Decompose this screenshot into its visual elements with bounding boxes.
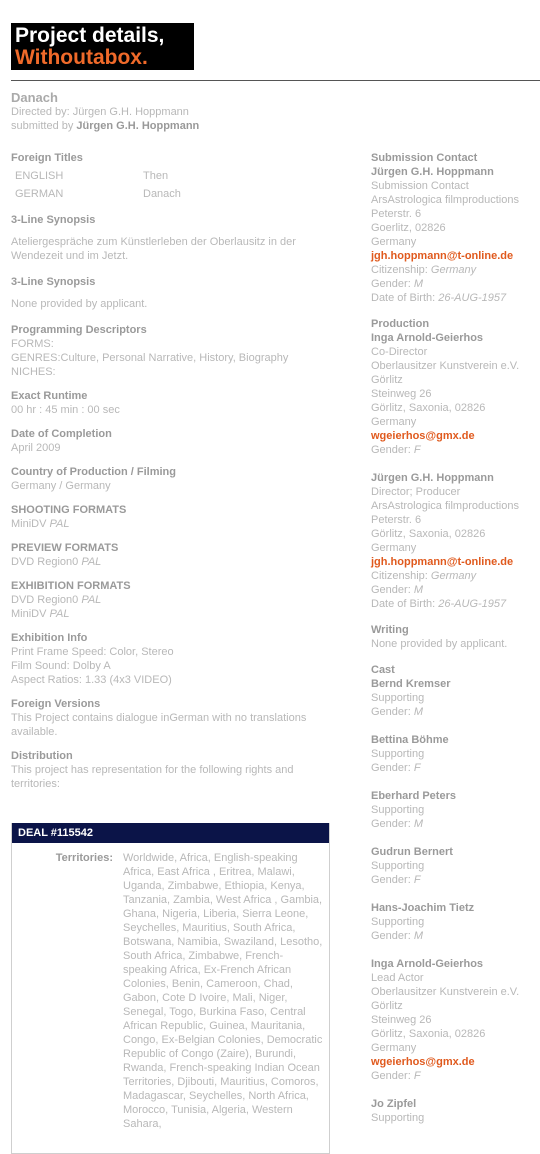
exhibition-info-line: Print Frame Speed: Color, Stereo: [11, 646, 174, 658]
gender-label: Gender:: [371, 930, 414, 942]
programming-niches: NICHES:: [11, 366, 56, 378]
contact-gender: [371, 277, 536, 291]
foreign-titles-section: [11, 151, 329, 205]
cast-name: Bernd Kremser: [371, 678, 451, 690]
contact-citizenship: [371, 263, 536, 277]
synopsis-section-2: [11, 275, 329, 311]
cast-city: Görlitz: [371, 1000, 403, 1012]
cast-name: Eberhard Peters: [371, 790, 456, 802]
details-column-right: [371, 151, 536, 1133]
gender-value: M: [413, 818, 423, 830]
foreign-titles-heading: Foreign Titles: [11, 152, 83, 164]
format-name: DVD Region0: [11, 594, 79, 606]
gender-label: Gender:: [371, 874, 414, 886]
preview-formats-heading: PREVIEW FORMATS: [11, 542, 119, 554]
shooting-formats-heading: SHOOTING FORMATS: [11, 504, 127, 516]
submission-contact-section: [371, 151, 536, 305]
format-name: MiniDV: [11, 518, 47, 530]
synopsis-heading: 3-Line Synopsis: [11, 214, 96, 226]
person-dob: [371, 597, 536, 611]
contact-city: Goerlitz, 02826: [371, 222, 446, 234]
runtime-section: [11, 389, 329, 417]
cast-email-link[interactable]: wgeierhos@gmx.de: [371, 1056, 475, 1068]
logo-line-1: Project details,: [15, 24, 165, 47]
cast-gender: [371, 873, 536, 887]
format-standard: PAL: [49, 608, 70, 620]
details-column-left: [11, 151, 329, 799]
gender-value: F: [413, 1070, 421, 1082]
exhibition-format: [11, 607, 329, 621]
runtime-value: 00 hr : 45 min : 00 sec: [11, 404, 120, 416]
dob-value: 26-AUG-1957: [438, 292, 507, 304]
gender-label: Gender:: [371, 278, 414, 290]
country-heading: Country of Production / Filming: [11, 466, 176, 478]
cast-role: Supporting: [371, 748, 425, 760]
cast-city: Görlitz, Saxonia, 02826: [371, 1028, 486, 1040]
programming-forms: FORMS:: [11, 338, 54, 350]
deal-territories-row: [12, 843, 329, 1131]
gender-value: M: [413, 278, 423, 290]
gender-label: Gender:: [371, 762, 414, 774]
completion-value: April 2009: [11, 442, 61, 454]
synopsis-text: Ateliergespräche zum Künstlerleben der Oberlausitz in der Wendezeit und im Jetzt.: [11, 236, 296, 262]
submitted-by: [11, 119, 351, 133]
gender-value: M: [413, 584, 423, 596]
person-city: Görlitz: [371, 374, 403, 386]
gender-label: Gender:: [371, 1070, 414, 1082]
contact-name: Jürgen G.H. Hoppmann: [371, 166, 494, 178]
writing-text: None provided by applicant.: [371, 638, 508, 650]
person-city: Görlitz, Saxonia, 02826: [371, 528, 486, 540]
person-street: Peterstr. 6: [371, 514, 422, 526]
person-name: Jürgen G.H. Hoppmann: [371, 472, 494, 484]
completion-section: [11, 427, 329, 455]
gender-value: F: [413, 444, 421, 456]
contact-country: Germany: [371, 236, 417, 248]
person-gender: [371, 443, 536, 457]
foreign-versions-text: This Project contains dialogue inGerman with no translations available.: [11, 712, 307, 738]
format-standard: PAL: [49, 518, 70, 530]
synopsis-heading: 3-Line Synopsis: [11, 276, 96, 288]
table-row: [11, 187, 185, 205]
cast-gender: [371, 817, 536, 831]
person-city: Görlitz, Saxonia, 02826: [371, 402, 486, 414]
gender-label: Gender:: [371, 584, 414, 596]
territories-label: Territories:: [55, 852, 113, 864]
foreign-title-name: Then: [143, 170, 169, 182]
format-standard: PAL: [81, 556, 102, 568]
gender-value: F: [413, 874, 421, 886]
foreign-title-lang: GERMAN: [15, 188, 64, 200]
person-email-link[interactable]: wgeierhos@gmx.de: [371, 430, 475, 442]
project-header: [11, 90, 351, 133]
gender-label: Gender:: [371, 706, 414, 718]
cast-name: Gudrun Bernert: [371, 846, 453, 858]
deal-box: [11, 823, 330, 1154]
gender-value: M: [413, 706, 423, 718]
contact-dob: [371, 291, 536, 305]
cast-gender: [371, 761, 536, 775]
cast-name: Jo Zipfel: [371, 1098, 417, 1110]
withoutabox-logo: [11, 23, 194, 70]
gender-label: Gender:: [371, 818, 414, 830]
contact-street: Peterstr. 6: [371, 208, 422, 220]
directed-by: Directed by: Jürgen G.H. Hoppmann: [11, 106, 189, 118]
foreign-versions-heading: Foreign Versions: [11, 698, 101, 710]
contact-email-link[interactable]: jgh.hoppmann@t-online.de: [371, 250, 514, 262]
submitted-prefix: submitted by: [11, 120, 77, 132]
exhibition-info-line: Film Sound: Dolby A: [11, 660, 111, 672]
cast-gender: [371, 1069, 536, 1083]
person-name: Inga Arnold-Geierhos: [371, 332, 484, 344]
header-divider: [11, 80, 540, 81]
synopsis-section-1: [11, 213, 329, 263]
deal-title: DEAL #115542: [12, 823, 329, 843]
citizenship-value: Germany: [430, 264, 477, 276]
foreign-title-lang: ENGLISH: [15, 170, 64, 182]
gender-value: M: [413, 930, 423, 942]
gender-label: Gender:: [371, 444, 414, 456]
dob-label: Date of Birth:: [371, 292, 439, 304]
cast-role: Supporting: [371, 860, 425, 872]
distribution-heading: Distribution: [11, 750, 73, 762]
logo-line-2: Withoutabox.: [15, 46, 148, 69]
dob-label: Date of Birth:: [371, 598, 439, 610]
preview-format: [11, 555, 329, 569]
production-heading: Production: [371, 318, 430, 330]
runtime-heading: Exact Runtime: [11, 390, 88, 402]
cast-gender: [371, 929, 536, 943]
person-org: ArsAstrologica filmproductions: [371, 500, 519, 512]
country-value: Germany / Germany: [11, 480, 111, 492]
gender-value: F: [413, 762, 421, 774]
citizenship-label: Citizenship:: [371, 570, 431, 582]
contact-org: ArsAstrologica filmproductions: [371, 194, 519, 206]
person-street: Steinweg 26: [371, 388, 432, 400]
foreign-titles-table: [11, 169, 185, 205]
submission-contact-heading: Submission Contact: [371, 152, 478, 164]
dob-value: 26-AUG-1957: [438, 598, 507, 610]
programming-genres: GENRES:Culture, Personal Narrative, History, Biography: [11, 352, 289, 364]
person-email-link[interactable]: jgh.hoppmann@t-online.de: [371, 556, 514, 568]
cast-section: [371, 663, 536, 1125]
writing-section: [371, 623, 536, 651]
cast-role: Supporting: [371, 916, 425, 928]
format-name: DVD Region0: [11, 556, 79, 568]
person-gender: [371, 583, 536, 597]
distribution-text: This project has representation for the following rights and territories:: [11, 764, 294, 790]
completion-heading: Date of Completion: [11, 428, 112, 440]
synopsis-text: None provided by applicant.: [11, 298, 148, 310]
exhibition-formats-section: [11, 579, 329, 621]
exhibition-info-heading: Exhibition Info: [11, 632, 88, 644]
foreign-versions-section: [11, 697, 329, 739]
cast-name: Bettina Böhme: [371, 734, 449, 746]
production-section: [371, 317, 536, 611]
territories-list: Worldwide, Africa, English-speaking Africa, East Africa , Eritrea, Malawi, Uganda, Zimbabwe, Ethiopia, Kenya, Tanzania, Zambia, West Africa , Gambia, Ghana, Nigeria, Liberia, Sierra Leone, Seychelles, Mauritius, South Africa, Botswana, Namibia, Swaziland, Lesotho, South Africa, Zimbabwe, French-speaking Africa, Ex-French African Colonies, Benin, Cameroon, Chad, Gabon, Cote D Ivoire, Mali, Niger, Senegal, Togo, Burkina Faso, Central African Republic, Guinea, Mauritania, Congo, Ex-Belgian Colonies, Democratic Republic of Congo (Zaire), Burundi, Rwanda, French-speaking Indian Ocean Territories, Djibouti, Mauritius, Comoros, Madagascar, Seychelles, North Africa, Morocco, Tunisia, Algeria, Western Sahara,: [123, 852, 323, 1130]
distribution-section: [11, 749, 329, 791]
format-standard: PAL: [81, 594, 102, 606]
programming-section: [11, 323, 329, 379]
cast-name: Inga Arnold-Geierhos: [371, 958, 484, 970]
person-country: Germany: [371, 542, 417, 554]
exhibition-format: [11, 593, 329, 607]
person-org: Oberlausitzer Kunstverein e.V.: [371, 360, 520, 372]
cast-role: Supporting: [371, 804, 425, 816]
submitter-name: Jürgen G.H. Hoppmann: [76, 120, 200, 132]
table-row: [11, 169, 185, 187]
shooting-format: [11, 517, 329, 531]
cast-heading: Cast: [371, 664, 395, 676]
cast-role: Lead Actor: [371, 972, 424, 984]
cast-role: Supporting: [371, 692, 425, 704]
preview-formats-section: [11, 541, 329, 569]
programming-heading: Programming Descriptors: [11, 324, 147, 336]
cast-gender: [371, 705, 536, 719]
person-country: Germany: [371, 416, 417, 428]
foreign-title-name: Danach: [143, 188, 181, 200]
contact-role: Submission Contact: [371, 180, 469, 192]
format-name: MiniDV: [11, 608, 47, 620]
cast-role: Supporting: [371, 1112, 425, 1124]
citizenship-label: Citizenship:: [371, 264, 431, 276]
writing-heading: Writing: [371, 624, 409, 636]
cast-name: Hans-Joachim Tietz: [371, 902, 475, 914]
cast-country: Germany: [371, 1042, 417, 1054]
citizenship-value: Germany: [430, 570, 477, 582]
person-role: Director; Producer: [371, 486, 461, 498]
shooting-formats-section: [11, 503, 329, 531]
exhibition-info-line: Aspect Ratios: 1.33 (4x3 VIDEO): [11, 674, 172, 686]
exhibition-info-section: [11, 631, 329, 687]
project-title: Danach: [11, 90, 58, 105]
cast-street: Steinweg 26: [371, 1014, 432, 1026]
country-section: [11, 465, 329, 493]
person-role: Co-Director: [371, 346, 428, 358]
cast-org: Oberlausitzer Kunstverein e.V.: [371, 986, 520, 998]
exhibition-formats-heading: EXHIBITION FORMATS: [11, 580, 131, 592]
person-citizenship: [371, 569, 536, 583]
